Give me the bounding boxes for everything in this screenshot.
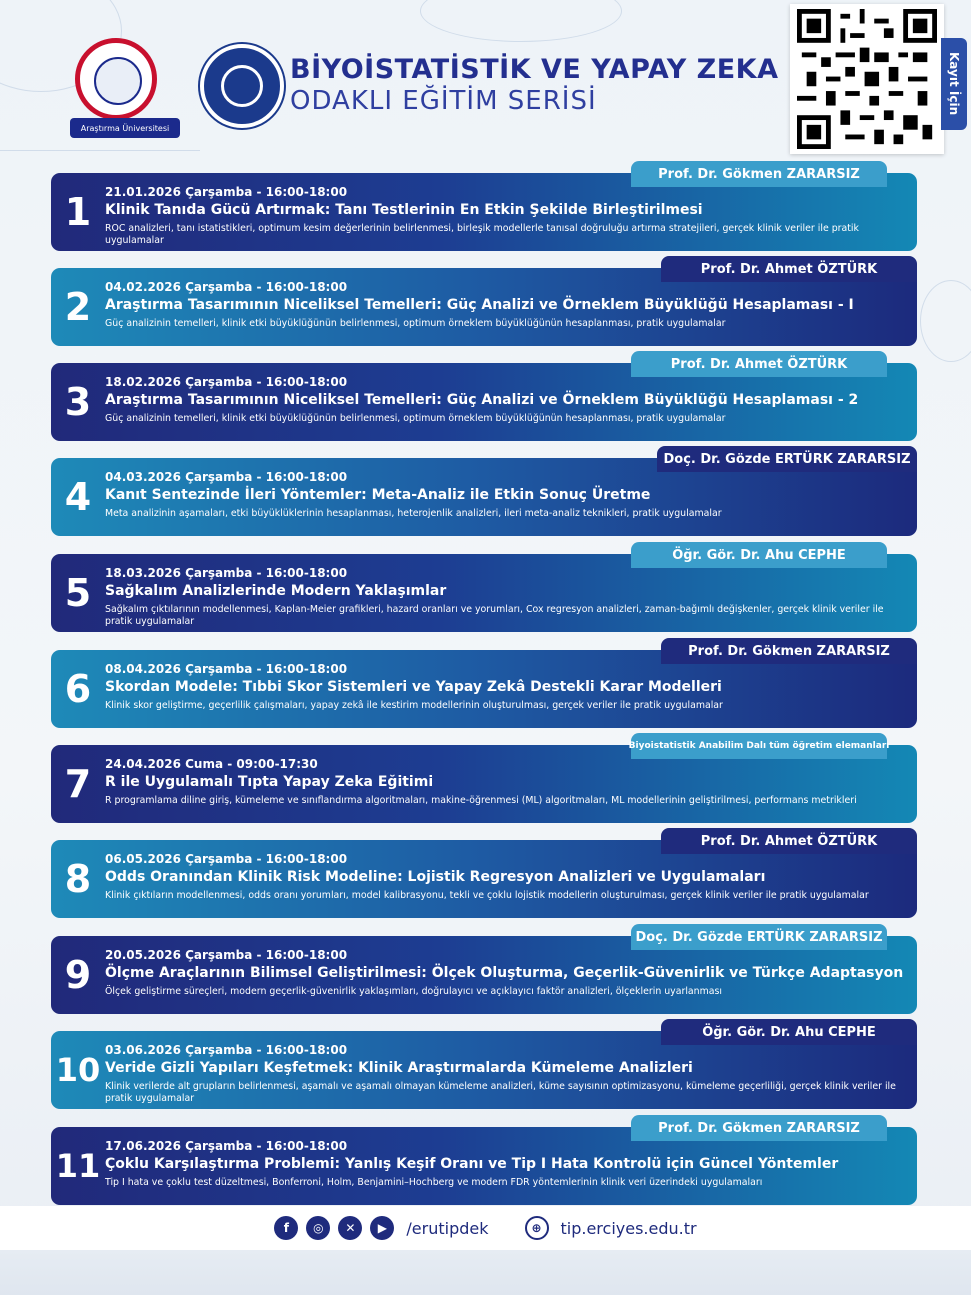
youtube-icon[interactable]: ▶ — [370, 1216, 394, 1240]
session-date: 04.03.2026 Çarşamba - 16:00-18:00 — [105, 470, 348, 484]
session-description: Klinik skor geliştirme, geçerlilik çalışmaları, yapay zekâ ile kestirim modellerinin oluşturulması, gerçek veriler ile pratik uygulamalar — [105, 700, 723, 711]
globe-icon: ⊕ — [525, 1216, 549, 1240]
session-number: 11 — [55, 1147, 101, 1185]
session-number: 1 — [64, 190, 92, 234]
session-title: Araştırma Tasarımının Niceliksel Temelleri: Güç Analizi ve Örneklem Büyüklüğü Hesaplaması - I — [105, 297, 854, 313]
session-number: 3 — [64, 380, 92, 424]
session-description: Klinik çıktıların modellenmesi, odds oranı yorumları, model kalibrasyonu, tekli ve çoklu lojistik modellerin oluşturulması, gerçek klinik veriler ile pratik uygulamalar — [105, 890, 869, 901]
bg-line — [0, 150, 200, 151]
session-date: 17.06.2026 Çarşamba - 16:00-18:00 — [105, 1139, 348, 1153]
session-number: 6 — [64, 667, 92, 711]
session-description: Güç analizinin temelleri, klinik etki büyüklüğünün belirlenmesi, optimum örneklem büyüklüğünün hesaplanması, pratik uygulamalar — [105, 413, 726, 424]
social-handle[interactable]: /erutipdek — [406, 1218, 489, 1238]
session-title: R ile Uygulamalı Tıpta Yapay Zeka Eğitimi — [105, 774, 434, 790]
instructor-tab: Doç. Dr. Gözde ERTÜRK ZARARSIZ — [657, 446, 917, 472]
session-title: Sağkalım Analizlerinde Modern Yaklaşımlar — [105, 583, 447, 599]
session-description: Klinik verilerde alt grupların belirlenmesi, aşamalı ve aşamalı olmayan kümeleme analizleri, küme sayısının optimizasyonu, kümeleme geçerliliği, gerçek klinik veriler ile pratik uygulamalar — [105, 1081, 896, 1104]
session-description: R programlama diline giriş, kümeleme ve sınıflandırma algoritmaları, makine-öğrenmesi (ML) algoritmaları, ML modellerinin geliştirilmesi, performans metrikleri — [105, 795, 857, 806]
session-title: Kanıt Sentezinde İleri Yöntemler: Meta-Analiz ile Etkin Sonuç Üretme — [105, 487, 651, 503]
instructor-tab: Prof. Dr. Gökmen ZARARSIZ — [631, 161, 887, 187]
session-number: 8 — [64, 857, 92, 901]
instructor-tab: Prof. Dr. Gökmen ZARARSIZ — [631, 1115, 887, 1141]
bg-atom-ring — [420, 0, 622, 42]
instructor-tab: Öğr. Gör. Dr. Ahu CEPHE — [631, 542, 887, 568]
session-title: Veride Gizli Yapıları Keşfetmek: Klinik Araştırmalarda Kümeleme Analizleri — [105, 1060, 693, 1076]
instagram-icon[interactable]: ◎ — [306, 1216, 330, 1240]
session-description: ROC analizleri, tanı istatistikleri, optimum kesim değerlerinin belirlenmesi, birleşik modellerle tanısal doğruluğu artırma stratejileri, gerçek klinik veriler ile pratik uygulamalar — [105, 223, 859, 246]
session-title: Araştırma Tasarımının Niceliksel Temelleri: Güç Analizi ve Örneklem Büyüklüğü Hesaplaması - 2 — [105, 392, 859, 408]
session-description: Meta analizinin aşamaları, etki büyüklüklerinin hesaplanması, heterojenlik analizleri, ileri meta-analiz teknikleri, pratik uygulamalar — [105, 508, 722, 519]
session-number: 7 — [64, 762, 92, 806]
erciyes-university-logo — [64, 40, 170, 133]
session-title: Ölçme Araçlarının Bilimsel Geliştirilmesi: Ölçek Oluşturma, Geçerlik-Güvenirlik ve Türkçe Adaptasyon — [105, 965, 904, 981]
session-date: 18.03.2026 Çarşamba - 16:00-18:00 — [105, 566, 348, 580]
session-description: Ölçek geliştirme süreçleri, modern geçerlik-güvenirlik yaklaşımları, doğrulayıcı ve açıklayıcı faktör analizleri, ölçeklerin uyarlanması — [105, 986, 722, 997]
bg-circle — [920, 280, 971, 362]
session-date: 06.05.2026 Çarşamba - 16:00-18:00 — [105, 852, 348, 866]
session-date: 03.06.2026 Çarşamba - 16:00-18:00 — [105, 1043, 348, 1057]
instructor-tab: Doç. Dr. Gözde ERTÜRK ZARARSIZ — [631, 924, 887, 950]
website-link[interactable]: tip.erciyes.edu.tr — [560, 1218, 697, 1238]
logo-ribbon-text: Araştırma Üniversitesi — [70, 118, 180, 138]
instructor-tab: Prof. Dr. Ahmet ÖZTÜRK — [631, 351, 887, 377]
facebook-icon[interactable]: f — [274, 1216, 298, 1240]
page-title: BİYOİSTATİSTİK VE YAPAY ZEKA — [290, 54, 779, 85]
instructor-tab: Prof. Dr. Ahmet ÖZTÜRK — [661, 256, 917, 282]
x-icon[interactable]: ✕ — [338, 1216, 362, 1240]
registration-tab[interactable]: Kayıt İçin — [941, 38, 967, 130]
page-subtitle: ODAKLI EĞİTİM SERİSİ — [290, 86, 597, 116]
session-number: 9 — [64, 953, 92, 997]
instructor-tab: Prof. Dr. Ahmet ÖZTÜRK — [661, 828, 917, 854]
instructor-tab: Biyoistatistik Anabilim Dalı tüm öğretim elemanları — [631, 733, 887, 759]
instructor-tab: Prof. Dr. Gökmen ZARARSIZ — [661, 638, 917, 664]
session-title: Skordan Modele: Tıbbi Skor Sistemleri ve Yapay Zekâ Destekli Karar Modelleri — [105, 679, 722, 695]
session-number: 5 — [64, 571, 92, 615]
bottom-band — [0, 1250, 971, 1295]
session-number: 4 — [64, 475, 92, 519]
session-date: 18.02.2026 Çarşamba - 16:00-18:00 — [105, 375, 348, 389]
qr-code-icon — [797, 9, 937, 149]
registration-qr-code[interactable] — [790, 4, 944, 154]
instructor-tab: Öğr. Gör. Dr. Ahu CEPHE — [661, 1019, 917, 1045]
session-title: Çoklu Karşılaştırma Problemi: Yanlış Keşif Oranı ve Tip I Hata Kontrolü için Güncel Yöntemler — [105, 1156, 839, 1172]
session-description: Tip I hata ve çoklu test düzeltmesi, Bonferroni, Holm, Benjamini–Hochberg ve modern FDR yöntemlerinin klinik veri üzerindeki uygulamaları — [105, 1177, 763, 1188]
session-date: 24.04.2026 Cuma - 09:00-17:30 — [105, 757, 318, 771]
session-date: 04.02.2026 Çarşamba - 16:00-18:00 — [105, 280, 348, 294]
footer — [0, 1206, 971, 1250]
session-number: 2 — [64, 285, 92, 329]
session-title: Odds Oranından Klinik Risk Modeline: Lojistik Regresyon Analizleri ve Uygulamaları — [105, 869, 766, 885]
session-title: Klinik Tanıda Gücü Artırmak: Tanı Testlerinin En Etkin Şekilde Birleştirilmesi — [105, 202, 703, 218]
session-description: Sağkalım çıktılarının modellenmesi, Kaplan-Meier grafikleri, hazard oranları ve yorumları, Cox regresyon analizleri, zaman-bağımlı değişkenler, gerçek klinik veriler ile pratik uygulamalar — [105, 604, 884, 627]
session-date: 20.05.2026 Çarşamba - 16:00-18:00 — [105, 948, 348, 962]
session-description: Güç analizinin temelleri, klinik etki büyüklüğünün belirlenmesi, optimum örneklem büyüklüğünün hesaplanması, pratik uygulamalar — [105, 318, 726, 329]
medical-faculty-logo — [200, 44, 284, 128]
session-number: 10 — [55, 1051, 101, 1089]
session-date: 21.01.2026 Çarşamba - 16:00-18:00 — [105, 185, 348, 199]
session-date: 08.04.2026 Çarşamba - 16:00-18:00 — [105, 662, 348, 676]
